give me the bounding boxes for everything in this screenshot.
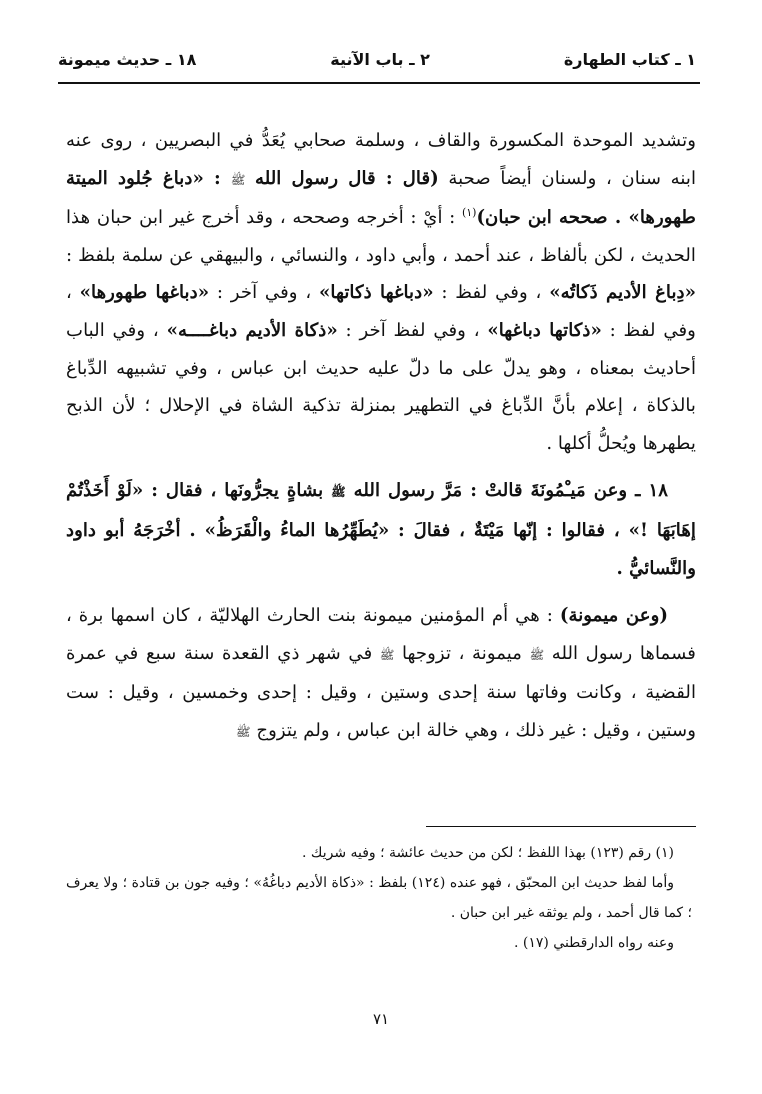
commentary-paragraph-1	[66, 122, 696, 462]
header-rule	[58, 82, 700, 84]
p1-hadith-text: : «دباغ جُلود الميتة طهورها» . صححه ابن حبان)	[66, 167, 696, 229]
p3-part-2: : هي أم المؤمنين ميمونة بنت الحارث الهلاليّة ، كان اسمها برة ، فسماها رسول الله	[66, 605, 696, 664]
p1-wording-3: «دباغها طهورها»	[79, 282, 210, 304]
p1-part-15: ، وفي الباب أحاديث بمعناه ، وهو يدلّ على ما دلّ عليه حديث ابن عباس ، وفي تشبيهه الدِّباغ بالذكاة ، إعلام بأنَّ الدِّباغ في التطهير بمنزلة تذكية الشاة في الإحلال ؛ لأن الذبح يطهرها ويُحلُّ أكلها .	[66, 319, 696, 454]
salawat-ligature: ﷺ	[529, 647, 545, 662]
p1-part-7: ، وفي لفظ :	[433, 282, 550, 304]
p1-wording-2: «دباغها ذكاتها»	[319, 282, 434, 304]
footnotes	[66, 838, 692, 958]
hadith-18	[66, 472, 696, 587]
salawat-ligature: ﷺ	[236, 724, 251, 739]
page-number: ٧١	[372, 1010, 390, 1028]
p1-wording-4: «ذكاتها دباغها»	[487, 319, 602, 341]
commentary-paragraph-3	[66, 597, 696, 751]
p3-heading: (وعن ميمونة)	[559, 605, 668, 627]
header-book-title: ١ ـ كتاب الطهارة	[563, 49, 696, 69]
p1-part-1: وتشديد الموحدة المكسورة والقاف ، وسلمة صحابي يُعَدُّ في البصريين ، روى عنه ابنه سنان ، ولسنان أيضاً صحبة	[66, 130, 697, 189]
p3-part-3: ميمونة ، تزوجها	[401, 642, 530, 664]
salawat-ligature: ﷺ	[331, 485, 346, 500]
header-hadith-title: ١٨ ـ حديث ميمونة	[58, 49, 197, 69]
hadith-18-part-1: ١٨ ـ وعن مَيـْمُونَةَ قالتْ : مَرَّ رسول الله	[353, 480, 668, 502]
salawat-ligature: ﷺ	[379, 647, 395, 662]
footnote-1-continued: وأما لفظ حديث ابن المحبّق ، فهو عنده (١٢٤) بلفظ : «ذكاة الأديم دباغُهُ» ؛ وفيه جون بن قتادة ؛ ولا يعرف ؛ كما قال أحمد ، ولم يوثقه غير ابن حبان .	[66, 875, 692, 921]
p1-part-13: ، وفي لفظ آخر :	[337, 319, 488, 341]
running-header	[58, 44, 696, 74]
hadith-18-part-2: بشاةٍ يجرُّونَها ، فقال : «لَوْ أَخَذْتُمْ إهَابَهَا !» ، فقالوا : إنّها مَيْتَةٌ ، فقالَ : «يُطَهِّرُها الماءُ والْقَرَظُ» . أخْرَجَهُ أبو داود والنَّسائيُّ .	[66, 480, 696, 579]
p1-part-5: : أيْ : أخرجه وصححه ، وقد أخرج غير ابن حبان هذا الحديث ، لكن بألفاظ ، عند أحمد ، وأبي داود ، والنسائي ، والبيهقي عن سلمة بلفظ :	[66, 207, 696, 266]
p1-quote-intro: (قال : قال رسول الله	[254, 167, 439, 189]
footnote-1-source: وعنه رواه الدارقطني (١٧) .	[513, 935, 674, 951]
footnote-rule	[426, 826, 696, 827]
salawat-ligature: ﷺ	[230, 172, 246, 187]
main-text	[66, 122, 696, 752]
footnote-1: (١) رقم (١٢٣) بهذا اللفظ ؛ لكن من حديث عائشة ؛ وفيه شريك .	[302, 845, 674, 861]
p1-wording-1: «دِباغ الأديم ذَكاتُه»	[549, 282, 696, 304]
p1-wording-5: «ذكاة الأديم دباغــــه»	[166, 319, 338, 341]
p3-part-4: في شهر ذي القعدة سنة سبع في عمرة القضية ، وكانت وفاتها سنة إحدى وستين ، وقيل : إحدى وخمسين ، وقيل : ست وستين ، وقيل : غير ذلك ، وهي خالة ابن عباس ، ولم يتزوج	[66, 642, 696, 741]
p1-part-11: ، وفي لفظ :	[66, 282, 696, 341]
header-chapter-title: ٢ ـ باب الآنية	[330, 49, 430, 69]
footnote-marker-1: (١)	[461, 206, 477, 220]
p1-part-9: ، وفي آخر :	[209, 282, 320, 304]
